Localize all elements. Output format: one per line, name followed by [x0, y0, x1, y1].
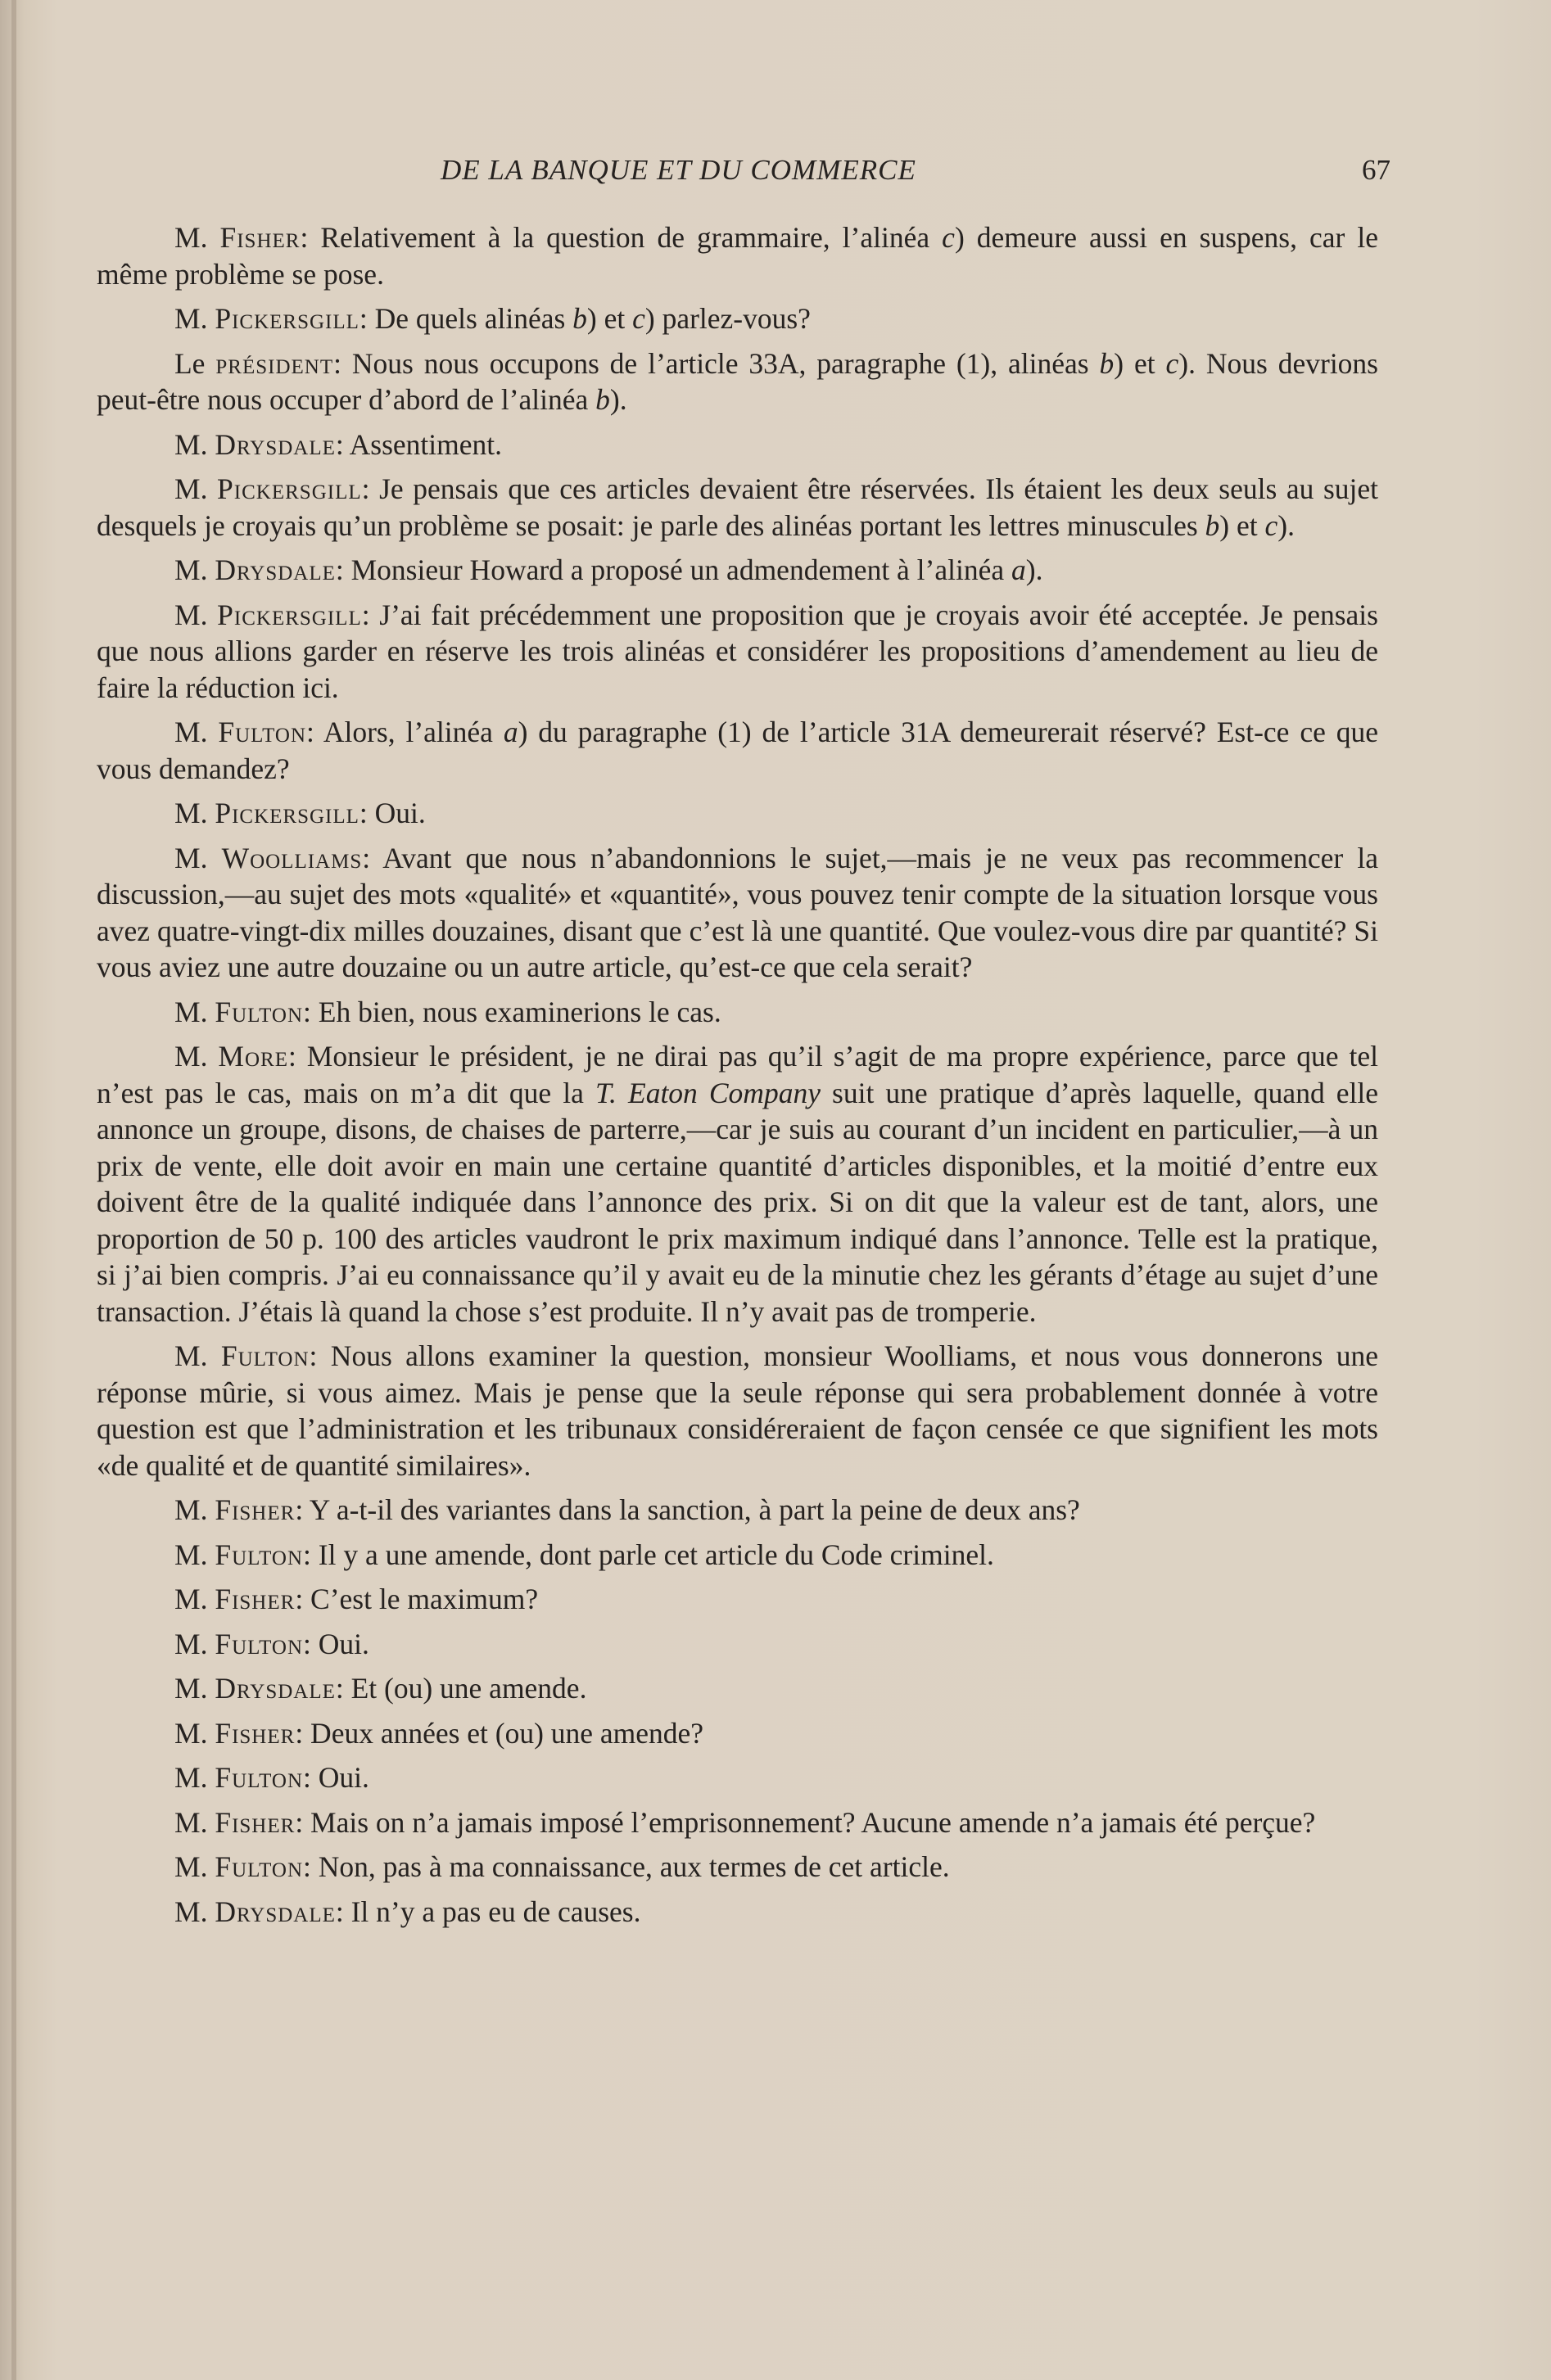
italic-text: b	[1205, 508, 1220, 542]
speech-text: ). Nous devrions peut-être nous occuper d’abord de l’alinéa	[97, 346, 1378, 416]
speech-text: : Monsieur Howard a proposé un admendement à l’alinéa	[335, 553, 1011, 586]
speech-text: : Et (ou) une amende.	[335, 1672, 587, 1705]
italic-text: a	[503, 716, 518, 748]
speaker-title: M.	[174, 1040, 219, 1073]
speaker-title: M.	[174, 716, 219, 748]
speech-text: : Il n’y a pas eu de causes.	[335, 1895, 641, 1928]
transcript-paragraph	[97, 1670, 1378, 1707]
speaker-name: Pickersgill	[217, 472, 362, 505]
speech-text: : Eh bien, nous examinerions le cas.	[303, 995, 721, 1028]
book-spine-edge	[11, 0, 16, 2380]
transcript-paragraph	[97, 427, 1378, 463]
speech-text: ) demeure aussi en suspens, car le même problème se pose.	[97, 221, 1378, 291]
italic-text: c	[632, 302, 645, 335]
speaker-name: Drysdale	[215, 1672, 336, 1705]
transcript-paragraph	[97, 1804, 1378, 1841]
speech-text: : Oui.	[359, 797, 426, 829]
speaker-title: M.	[174, 1583, 215, 1615]
transcript-paragraph	[97, 1537, 1378, 1574]
transcript-paragraph	[97, 300, 1378, 337]
transcript-body	[97, 219, 1378, 1938]
speech-text: ) et	[586, 302, 633, 335]
transcript-paragraph	[97, 714, 1378, 787]
speaker-title: M.	[174, 302, 215, 335]
speaker-name: Woolliams	[221, 841, 363, 874]
speaker-name: Pickersgill	[215, 302, 359, 335]
speaker-name: Drysdale	[215, 553, 336, 586]
speaker-name: Fisher	[219, 221, 301, 254]
transcript-paragraph	[97, 219, 1378, 292]
speaker-title: M.	[174, 1493, 215, 1526]
speaker-title: M.	[174, 553, 215, 586]
transcript-paragraph	[97, 597, 1378, 707]
speaker-title: M.	[174, 797, 215, 829]
transcript-paragraph	[97, 1894, 1378, 1931]
speaker-title: M.	[174, 1805, 215, 1839]
transcript-paragraph	[97, 471, 1378, 544]
speech-text: : Deux années et (ou) une amende?	[295, 1716, 704, 1750]
transcript-paragraph	[97, 1759, 1378, 1796]
italic-text: b	[1099, 346, 1115, 380]
transcript-paragraph	[97, 840, 1378, 986]
speaker-title: M.	[174, 427, 215, 461]
speaker-name: Pickersgill	[217, 598, 362, 631]
speaker-name: Fisher	[215, 1805, 296, 1839]
speaker-title: M.	[174, 1716, 215, 1750]
transcript-paragraph	[97, 1581, 1378, 1618]
transcript-paragraph	[97, 994, 1378, 1031]
speech-text: ) du paragraphe (1) de l’article 31A demeurerait réservé? Est-ce ce que vous demandez?	[97, 716, 1378, 785]
speaker-name: Fisher	[215, 1493, 296, 1526]
speaker-name: Fulton	[220, 1339, 310, 1372]
italic-text: c	[1165, 346, 1179, 380]
speech-text: : Relativement à la question de grammaire, l’alinéa	[300, 221, 943, 254]
running-title: DE LA BANQUE ET DU COMMERCE	[441, 154, 916, 186]
speech-text: : Alors, l’alinéa	[306, 716, 504, 748]
transcript-paragraph	[97, 1038, 1378, 1330]
speech-text: : Y a-t-il des variantes dans la sanction, à part la peine de deux ans?	[295, 1493, 1080, 1526]
speech-text: : Assentiment.	[335, 427, 503, 461]
speaker-title: M.	[174, 598, 218, 631]
transcript-paragraph	[97, 1626, 1378, 1663]
speaker-title: M.	[174, 1895, 215, 1928]
speech-text: : Nous nous occupons de l’article 33A, paragraphe (1), alinéas	[333, 346, 1100, 380]
speech-text: : Non, pas à ma connaissance, aux termes de cet article.	[303, 1850, 950, 1883]
speaker-name: Fulton	[215, 1538, 304, 1571]
speech-text: : Mais on n’a jamais imposé l’emprisonnement? Aucune amende n’a jamais été perçue?	[295, 1805, 1316, 1839]
page-header	[97, 154, 1390, 195]
speaker-title: M.	[174, 1538, 215, 1571]
transcript-paragraph	[97, 1849, 1378, 1885]
speech-text: ).	[1025, 553, 1043, 586]
speech-text: : J’ai fait précédemment une proposition que je croyais avoir été acceptée. Je pensais que nous allions garder en réserve les trois alinéas et considérer les propositions d’amendement au lieu de faire la réduction ici.	[97, 598, 1378, 704]
speech-text: : De quels alinéas	[359, 302, 573, 335]
speaker-name: Fulton	[215, 1627, 304, 1660]
speech-text: : Je pensais que ces articles devaient être réservées. Ils étaient les deux seuls au sujet desquels je croyais qu’un problème se posait: je parle des alinéas portant les lettres minuscules	[97, 472, 1378, 542]
speaker-name: Fulton	[218, 716, 307, 748]
speech-text: : C’est le maximum?	[295, 1583, 539, 1615]
speech-text: ).	[609, 383, 627, 416]
italic-text: T. Eaton Company	[595, 1076, 821, 1109]
italic-text: c	[942, 221, 955, 254]
speech-text: : Oui.	[303, 1761, 369, 1794]
speaker-title: M.	[174, 1672, 215, 1705]
italic-text: b	[572, 302, 587, 335]
speaker-name: Fulton	[215, 1761, 304, 1794]
speaker-title: M.	[174, 1339, 221, 1372]
speech-text: ).	[1277, 508, 1295, 542]
speaker-title: M.	[174, 1627, 215, 1660]
speaker-title: M.	[174, 995, 215, 1028]
speaker-name: Fulton	[215, 995, 304, 1028]
speaker-name: Fulton	[215, 1850, 304, 1883]
speaker-name: Drysdale	[215, 1895, 336, 1928]
transcript-paragraph	[97, 1492, 1378, 1529]
italic-text: b	[595, 383, 610, 416]
transcript-paragraph	[97, 552, 1378, 589]
speaker-title: M.	[174, 472, 218, 505]
speaker-title: M.	[174, 1761, 215, 1794]
page-number: 67	[1362, 154, 1390, 186]
speech-text: ) parlez-vous?	[644, 302, 811, 335]
speech-text: : Avant que nous n’abandonnions le sujet,—mais je ne veux pas recommencer la discussion,—au sujet des mots «qualité» et «quantité», vous pouvez tenir compte de la situation lorsque vous avez quatre-vingt-dix milles douzaines, disant que c’est là une quantité. Que voulez-vous dire par quantité? Si vous aviez une autre douzaine ou un autre article, qu’est-ce que cela serait?	[97, 841, 1378, 983]
speech-text: : Monsieur le président, je ne dirai pas qu’il s’agit de ma propre expérience, parce que tel n’est pas le cas, mais on m’a dit que la	[97, 1040, 1378, 1109]
speaker-name: More	[218, 1040, 288, 1073]
speaker-name: Fisher	[215, 1583, 296, 1615]
speaker-title: M.	[174, 221, 220, 254]
speech-text: : Oui.	[303, 1627, 369, 1660]
speaker-name: président	[215, 346, 334, 380]
transcript-paragraph	[97, 795, 1378, 832]
speech-text: ) et	[1114, 346, 1166, 380]
speaker-name: Drysdale	[215, 427, 336, 461]
speech-text: suit une pratique d’après laquelle, quand elle annonce un groupe, disons, de chaises de parterre,—car je suis au courant d’un incident en particulier,—à un prix de vente, elle doit avoir en main une certaine quantité d’articles disponibles, et la moitié d’entre eux doivent être de la qualité indiquée dans l’annonce des prix. Si on dit que la valeur est de tant, alors, une proportion de 50 p. 100 des articles vaudront le prix maximum indiqué dans l’annonce. Telle est la pratique, si j’ai bien compris. J’ai eu connaissance qu’il y avait eu de la minutie chez les gérants d’étage au sujet d’une transaction. J’étais là quand la chose s’est produite. Il n’y avait pas de tromperie.	[97, 1076, 1379, 1328]
speaker-name: Pickersgill	[215, 797, 359, 829]
transcript-paragraph	[97, 1338, 1378, 1484]
italic-text: a	[1011, 553, 1026, 586]
speech-text: : Il y a une amende, dont parle cet article du Code criminel.	[303, 1538, 994, 1571]
speaker-title: Le	[174, 346, 216, 380]
speaker-title: M.	[174, 841, 222, 874]
italic-text: c	[1264, 508, 1278, 542]
speech-text: : Nous allons examiner la question, monsieur Woolliams, et nous vous donnerons une réponse mûrie, si vous aimez. Mais je pense que la seule réponse qui sera probablement donnée à votre question est que l’administration et les tribunaux considéreraient de façon censée ce que signifient les mots «de qualité et de quantité similaires».	[97, 1339, 1378, 1482]
speaker-name: Fisher	[215, 1716, 296, 1750]
transcript-paragraph	[97, 1715, 1378, 1752]
speech-text: ) et	[1219, 508, 1265, 542]
transcript-paragraph	[97, 345, 1378, 418]
speaker-title: M.	[174, 1850, 215, 1883]
